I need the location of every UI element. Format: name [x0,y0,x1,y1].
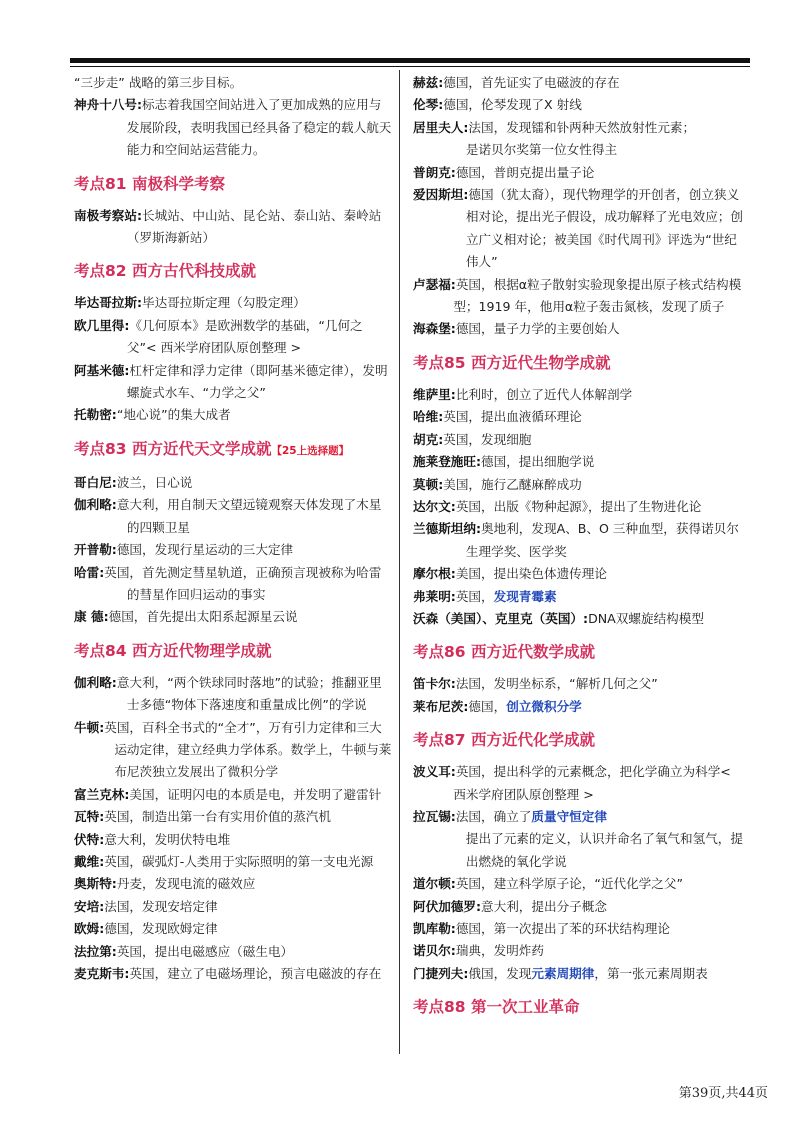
entry-text: 法国，发明坐标系，“解析几何之父” [455,676,658,692]
entry-lavoisier-cont: 提出了元素的定义，认识并命名了氧气和氢气，提出燃烧的氧化学说 [465,831,743,869]
entry-text: 英国，根据α粒子散射实验现象提出原子核式结构模型；1919 年，他用α粒子轰击氮核，发现了质子 [453,276,742,315]
entry-term: 爱因斯坦: [413,187,469,203]
section-title-82: 考点82 西方古代科技成就 [74,262,256,281]
entry-term: 普朗克: [413,164,456,180]
entry-term: 伦琴: [413,97,444,113]
entry-text: 英国，碳弧灯-人类用于实际照明的第一支电光源 [104,853,374,869]
entry-term: 哈维: [413,409,444,425]
entry-descartes [413,673,743,695]
entry-term: 胡克: [413,431,444,447]
entry-text: 比利时，创立了近代人体解剖学 [455,386,633,402]
section-title-84: 考点84 西方近代物理学成就 [74,641,272,660]
entry-watson-crick [413,608,743,630]
entry-term: 道尔顿: [413,876,456,892]
entry-term: 康 德: [74,609,109,625]
entry-galileo-astronomy [74,494,392,539]
entry-term: 诺贝尔: [413,943,456,959]
entry-text: 法国，发现安培定律 [104,898,218,914]
entry-shenzhou [74,94,392,161]
entry-term: 欧几里得: [74,317,130,333]
entry-text: 《几何原本》是欧洲数学的基础，“几何之父”< 西米学府团队原创整理 > [126,317,363,356]
entry-term: 海森堡: [413,321,456,337]
entry-kant [74,606,392,628]
entry-term: 弗莱明: [413,588,456,604]
entry-curie-cont: 是诺贝尔奖第一位女性得主 [465,142,618,158]
entry-rutherford [413,274,743,319]
right-column [413,72,743,1028]
entry-hertz [413,72,743,94]
entry-term: 沃森（美国）、克里克（英国）: [413,610,589,626]
entry-text: 美国，施行乙醚麻醉成功 [443,476,582,492]
entry-galileo-physics [74,672,392,717]
entry-term: 欧姆: [74,921,105,937]
entry-text: 英国，提出科学的元素概念，把化学确立为科学< 西米学府团队原创整理 > [453,764,731,802]
entry-lavoisier [413,806,743,828]
entry-term: 伽利略: [74,497,117,513]
entry-text: 意大利，用自制天文望远镜观察天体发现了木星的四颗卫星 [116,497,382,535]
entry-text: 英国，提出电磁感应（磁生电） [116,943,294,959]
entry-term: 法拉第: [74,943,117,959]
section-title-86: 考点86 西方近代数学成就 [413,643,595,662]
entry-text: 法国，确立了 [455,808,532,824]
entry-term: 伽利略: [74,674,117,690]
entry-text: 英国，提出血液循环理论 [443,409,582,425]
entry-term: 托勒密: [74,407,117,423]
entry-morton [413,474,743,496]
entry-text-tail: ，第一张元素周期表 [594,965,708,981]
entry-hooke [413,429,743,451]
entry-text: 丹麦，发现电流的磁效应 [116,876,256,892]
entry-text: 德国，普朗克提出量子论 [455,164,595,180]
entry-term: 达尔文: [413,498,456,514]
entry-harvey [413,406,743,428]
entry-avogadro [413,896,743,918]
entry-text: 法国，发现镭和钋两种天然放射性元素； [468,119,696,135]
entry-pythagoras [74,292,392,314]
entry-mendeleev [413,963,743,985]
entry-morgan [413,563,743,585]
entry-term: 居里夫人: [413,119,469,135]
entry-watt [74,806,392,828]
entry-faraday [74,941,392,963]
entry-kepler [74,539,392,561]
entry-franklin [74,784,392,806]
entry-term: 哈雷: [74,564,105,580]
entry-term: 波义耳: [413,764,456,780]
entry-text: 德国，提出细胞学说 [481,454,595,470]
entry-boyle [413,761,743,806]
entry-heisenberg [413,318,743,340]
entry-text: “地心说”的集大成者 [116,407,231,423]
entry-ptolemy [74,404,392,426]
section-title-88: 考点88 第一次工业革命 [413,998,580,1017]
entry-nobel [413,940,743,962]
entry-text: 德国， [468,698,507,714]
section-title-83 [74,437,392,463]
entry-term: 哥白尼: [74,474,117,490]
entry-text: 美国，提出染色体遗传理论 [455,566,607,582]
entry-roentgen [413,94,743,116]
entry-text: 奥地利，发现A、B、O 三种血型，获得诺贝尔生理学奖、医学奖 [465,521,739,559]
entry-term: 戴维: [74,853,105,869]
entry-term: 摩尔根: [413,566,456,582]
entry-term: 毕达哥拉斯: [74,295,143,311]
entry-term: 兰德斯坦纳: [413,521,482,537]
entry-term: 瓦特: [74,809,105,825]
entry-volta [74,829,392,851]
entry-term: 卢瑟福: [413,276,456,292]
entry-euclid [74,315,392,360]
entry-halley [74,562,392,607]
entry-text: 长城站、中山站、昆仑站、泰山站、秦岭站（罗斯海新站） [126,207,382,246]
entry-text: 德国，第一次提出了苯的环状结构理论 [455,921,670,936]
entry-fleming [413,586,743,608]
header-rule-thin [70,66,750,67]
entry-text: 英国，百科全书式的“全才”，万有引力定律和三大运动定律，建立经典力学体系。数学上，牛顿与莱布尼茨独立发展出了微积分学 [104,719,392,780]
entry-text: 英国， [455,588,494,604]
entry-text: 德国，量子力学的主要创始人 [455,321,620,337]
entry-curie [413,117,743,139]
header-rule-thick [70,58,750,63]
entry-term: 莫顿: [413,476,444,492]
entry-newton [74,717,392,784]
entry-oersted [74,873,392,895]
entry-landsteiner [413,518,743,563]
entry-davy [74,851,392,873]
entry-vesalius [413,384,743,406]
entry-term: 阿伏加德罗: [413,898,482,914]
entry-text: 英国，建立科学原子论，“近代化学之父” [455,876,683,892]
entry-term: 莱布尼茨: [413,698,469,714]
entry-term: 伏特: [74,831,105,847]
entry-planck [413,162,743,184]
entry-text: 英国，制造出第一台有实用价值的蒸汽机 [104,809,331,825]
entry-kekule [413,918,743,940]
entry-term: 赫兹: [413,75,444,90]
entry-text: 英国，出版《物种起源》，提出了生物进化论 [455,498,702,514]
entry-antarctic [74,205,392,250]
entry-einstein [413,184,743,274]
entry-term: 阿基米德: [74,362,130,378]
entry-text: 德国，发现行星运动的三大定律 [116,542,294,558]
entry-text: 波兰，日心说 [116,474,193,490]
intro-text: “三步走” 战略的第三步目标。 [74,75,243,90]
column-divider [399,70,400,1054]
section-title-87: 考点87 西方近代化学成就 [413,731,595,750]
entry-term: 神舟十八号: [74,97,143,113]
entry-dalton [413,873,743,895]
entry-text: 德国，首先提出太阳系起源星云说 [108,609,298,625]
highlight-text: 质量守恒定律 [531,808,607,824]
entry-text: 美国，证明闪电的本质是电，并发明了避雷针 [129,786,382,802]
entry-term: 麦克斯韦: [74,966,130,981]
section-title-81: 考点81 南极科学考察 [74,174,225,193]
entry-text: 标志着我国空间站进入了更加成熟的应用与发展阶段，表明我国已经具备了稳定的载人航天能力和空间站运营能力。 [126,97,392,158]
highlight-text: 元素周期律 [531,965,595,981]
entry-text: DNA双螺旋结构模型 [588,610,704,626]
entry-term: 维萨里: [413,386,456,402]
highlight-text: 发现青霉素 [493,588,557,604]
entry-term: 门捷列夫: [413,965,469,981]
entry-text: 德国（犹太裔），现代物理学的开创者，创立狭义相对论，提出光子假设，成功解释了光电效应；创立广义相对论；被美国《时代周刊》评选为“世纪伟人” [465,187,743,270]
entry-text: 意大利，“两个铁球同时落地”的试验；推翻亚里士多德“物体下落速度和重量成比例”的学说 [116,674,382,713]
section-title-85: 考点85 西方近代生物学成就 [413,353,611,372]
entry-term: 南极考察站: [74,207,143,223]
entry-text: 俄国，发现 [468,965,532,981]
highlight-text: 创立微积分学 [506,698,582,714]
entry-darwin [413,496,743,518]
entry-term: 施莱登施旺: [413,454,482,470]
entry-text: 德国，发现欧姆定律 [104,921,218,937]
entry-maxwell [74,963,392,985]
entry-archimedes [74,360,392,405]
entry-leibniz [413,696,743,718]
entry-term: 笛卡尔: [413,676,456,692]
left-column [74,72,392,985]
entry-text: 英国，发现细胞 [443,431,532,447]
entry-ohm [74,918,392,940]
entry-text: 意大利，发明伏特电堆 [104,831,231,847]
entry-ampere [74,896,392,918]
entry-term: 拉瓦锡: [413,808,456,824]
entry-text: 德国，首先证实了电磁波的存在 [443,75,620,90]
entry-term: 牛顿: [74,719,105,735]
exam-tag: 【25上选择题】 [271,444,350,457]
entry-text: 英国，首先测定彗星轨道，正确预言现被称为哈雷的彗星作回归运动的事实 [104,564,382,602]
entry-copernicus [74,472,392,494]
entry-text: 瑞典，发明炸药 [455,943,544,959]
entry-text: 意大利，提出分子概念 [481,898,607,914]
entry-text: 英国，建立了电磁场理论，预言电磁波的存在 [129,966,382,981]
entry-term: 安培: [74,898,105,914]
entry-term: 凯库勒: [413,921,456,936]
entry-text: 杠杆定律和浮力定律（即阿基米德定律），发明螺旋式水车、“力学之父” [126,362,388,401]
entry-schleiden-schwann [413,451,743,473]
entry-term: 开普勒: [74,542,117,558]
page-number: 第39页,共44页 [678,1086,768,1101]
entry-text: 德国，伦琴发现了X 射线 [443,97,582,113]
entry-term: 奥斯特: [74,876,117,892]
entry-term: 富兰克林: [74,786,130,802]
entry-text: 毕达哥拉斯定理（勾股定理） [142,295,306,311]
section-title-text: 考点83 西方近代天文学成就 [74,439,272,458]
